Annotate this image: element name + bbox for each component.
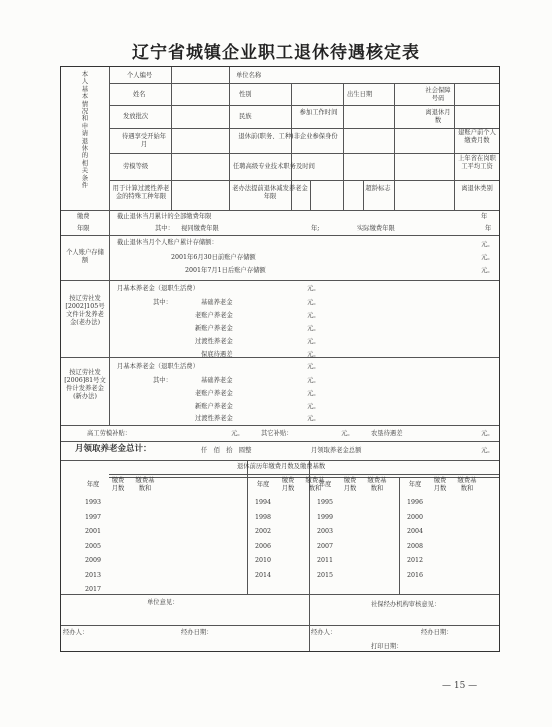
history-year-1994: 1994: [254, 499, 272, 506]
old-sub-label: 其中：: [153, 299, 172, 306]
new-monthly-pension: 月基本养老金（退职生活费）: [117, 363, 199, 370]
history-col-months: 缴费月数: [111, 477, 125, 492]
new-unit-0: 元。: [307, 363, 320, 370]
history-year-2006: 2006: [254, 542, 272, 550]
label-work-start: 参加工作时间: [299, 109, 338, 116]
history-year-2015: 2015: [316, 571, 334, 579]
label-pre-account-months: 建账户前个人缴费月数: [458, 129, 496, 144]
label-retire-type: 离退休类别: [461, 185, 493, 192]
label-batch: 发放批次: [123, 113, 149, 120]
account-total: 截止退休当月个人账户累计存储额：: [117, 239, 218, 246]
new-item-transition: 过渡性养老金: [195, 415, 233, 422]
history-col-base: 缴费基数和: [135, 477, 155, 492]
pay-years-label-1: 缴费: [77, 213, 90, 220]
history-year-2013: 2013: [84, 571, 102, 579]
history-year-1998: 1998: [254, 513, 272, 521]
account-total-unit: 元。: [481, 241, 494, 248]
history-year-2014: 2014: [254, 571, 272, 579]
history-col-base: 缴费基数和: [305, 477, 325, 492]
unit-opinion: 单位意见：: [147, 599, 179, 606]
old-item-basic: 基础养老金: [201, 299, 233, 306]
old-unit-1: 元。: [307, 299, 320, 306]
history-col-months: 缴费月数: [281, 477, 295, 492]
history-col-base: 缴费基数和: [457, 477, 477, 492]
pay-actual-years: 实际缴费年限: [357, 225, 395, 232]
old-method-label: 按辽劳社发[2002]105号文件计发养老金(老办法): [65, 295, 105, 326]
label-early-retire-years: 老办法提前退休减发养老金年限: [232, 185, 308, 200]
label-benefit-start: 待遇享受开始年月: [121, 133, 167, 148]
pay-deemed-years: 视同缴费年限: [181, 225, 219, 232]
history-year-2009: 2009: [84, 557, 102, 564]
old-unit-3: 元。: [307, 325, 320, 332]
history-year-2007: 2007: [316, 542, 334, 550]
farm-benefit-diff-unit: 元。: [481, 430, 494, 437]
model-worker-subsidy: 高工劳模补贴：: [87, 430, 132, 437]
new-item-old-account: 老账户养老金: [195, 390, 233, 397]
old-item-old-account: 老账户养老金: [195, 312, 233, 319]
account-label: 个人账户存储额: [66, 249, 104, 264]
new-sub-label: 其中：: [153, 377, 172, 384]
new-unit-2: 元。: [307, 390, 320, 397]
history-year-2008: 2008: [406, 542, 424, 550]
label-birth-date: 出生日期: [347, 91, 373, 98]
old-item-floor: 保底待遇差: [201, 351, 233, 358]
history-year-2004: 2004: [406, 528, 424, 535]
print-date: 打印日期：: [371, 643, 403, 650]
other-subsidy-unit: 元。: [341, 430, 354, 437]
pay-total-years: 截止退休当月累计的全部缴费年限: [117, 213, 212, 220]
history-col-months: 缴费月数: [433, 477, 447, 492]
monthly-total-unit: 元。: [481, 447, 494, 454]
label-ethnicity: 民族: [239, 113, 252, 120]
handler-date-left: 经办日期：: [181, 629, 213, 636]
account-after-2001: 2001年7月1日后账户存储额: [185, 267, 266, 274]
label-retire-months: 离退休月数: [425, 109, 451, 124]
new-unit-4: 元。: [307, 415, 320, 422]
new-unit-1: 元。: [307, 377, 320, 384]
label-social-security-no: 社会保障号码: [425, 87, 451, 102]
history-year-1997: 1997: [84, 513, 102, 521]
form-title: 辽宁省城镇企业职工退休待遇核定表: [132, 43, 420, 63]
history-year-1996: 1996: [406, 499, 424, 506]
history-year-1999: 1999: [316, 513, 334, 521]
pay-sub-label: 其中：: [155, 225, 174, 232]
history-year-2012: 2012: [406, 557, 424, 564]
handler-date-right: 经办日期：: [421, 629, 453, 636]
label-unit-name: 单位名称: [236, 72, 262, 79]
label-over-age-flag: 超龄标志: [365, 185, 391, 192]
history-year-2005: 2005: [84, 542, 102, 550]
other-subsidy: 其它补贴：: [261, 430, 293, 437]
history-col-months: 缴费月数: [343, 477, 357, 492]
old-unit-0: 元。: [307, 285, 320, 292]
history-header: 退休前历年缴费月数及缴费基数: [237, 463, 326, 470]
label-gender: 性别: [239, 91, 252, 98]
page-number: — 15 —: [442, 681, 478, 691]
label-avg-wage: 上年省在岗职工平均工资: [458, 155, 496, 170]
model-worker-subsidy-unit: 元。: [231, 430, 244, 437]
history-year-2010: 2010: [254, 557, 272, 564]
history-year-1995: 1995: [316, 499, 334, 506]
monthly-total-label: 月领取养老金总计：: [75, 444, 152, 454]
account-after-2001-unit: 元。: [481, 267, 494, 274]
history-year-2016: 2016: [406, 571, 424, 579]
handler-left: 经办人：: [63, 629, 89, 636]
new-method-label: 按辽劳社发[2006]81号文件计发养老金(新办法): [64, 369, 106, 400]
agency-opinion: 社保经办机构审核意见：: [371, 601, 441, 608]
history-col-year: 年度: [256, 481, 270, 488]
pay-years-label-2: 年限: [77, 225, 90, 232]
new-item-basic: 基础养老金: [201, 377, 233, 384]
basic-info-side-label: 本人基本情况和申请退休的相关条件: [81, 70, 89, 190]
pay-total-years-unit: 年: [481, 213, 488, 220]
pay-actual-years-unit: 年: [485, 225, 492, 232]
old-unit-4: 元。: [307, 338, 320, 345]
history-col-year: 年度: [86, 481, 100, 488]
history-year-2002: 2002: [254, 528, 272, 535]
history-col-year: 年度: [318, 481, 332, 488]
monthly-total-words: 仟 佰 拾 圆整: [201, 447, 252, 454]
label-pre-retire-identity: 退休前(职务、工种)非企业参保身份: [238, 133, 338, 140]
old-unit-5: 元。: [307, 351, 320, 358]
history-year-1993: 1993: [84, 499, 102, 506]
history-col-year: 年度: [408, 481, 422, 488]
pay-deemed-years-unit: 年;: [311, 225, 320, 232]
farm-benefit-diff: 农垦待遇差: [371, 430, 403, 437]
history-year-2000: 2000: [406, 513, 424, 521]
label-personal-id: 个人编号: [127, 72, 153, 79]
new-unit-3: 元。: [307, 403, 320, 410]
label-name: 姓名: [133, 91, 146, 98]
handler-right: 经办人：: [311, 629, 337, 636]
history-year-2017: 2017: [84, 586, 102, 593]
old-monthly-pension: 月基本养老金（退职生活费）: [117, 285, 199, 292]
label-model-worker-level: 劳模等级: [123, 163, 149, 170]
history-col-base: 缴费基数和: [367, 477, 387, 492]
monthly-total-amount-label: 月领取养老金总额: [311, 447, 362, 454]
new-item-new-account: 新账户养老金: [195, 403, 233, 410]
old-unit-2: 元。: [307, 312, 320, 319]
account-before-2001: 2001年6月30日前账户存储额: [171, 254, 256, 261]
history-year-2011: 2011: [316, 557, 334, 564]
label-senior-title: 任聘高级专业技术职务及时间: [233, 163, 315, 170]
account-before-2001-unit: 元。: [481, 254, 494, 261]
label-special-work-years: 用于计算过渡性养老金的特殊工种年限: [112, 185, 170, 200]
history-year-2001: 2001: [84, 528, 102, 535]
history-year-2003: 2003: [316, 528, 334, 535]
old-item-transition: 过渡性养老金: [195, 338, 233, 345]
old-item-new-account: 新账户养老金: [195, 325, 233, 332]
form-table: [60, 66, 500, 652]
